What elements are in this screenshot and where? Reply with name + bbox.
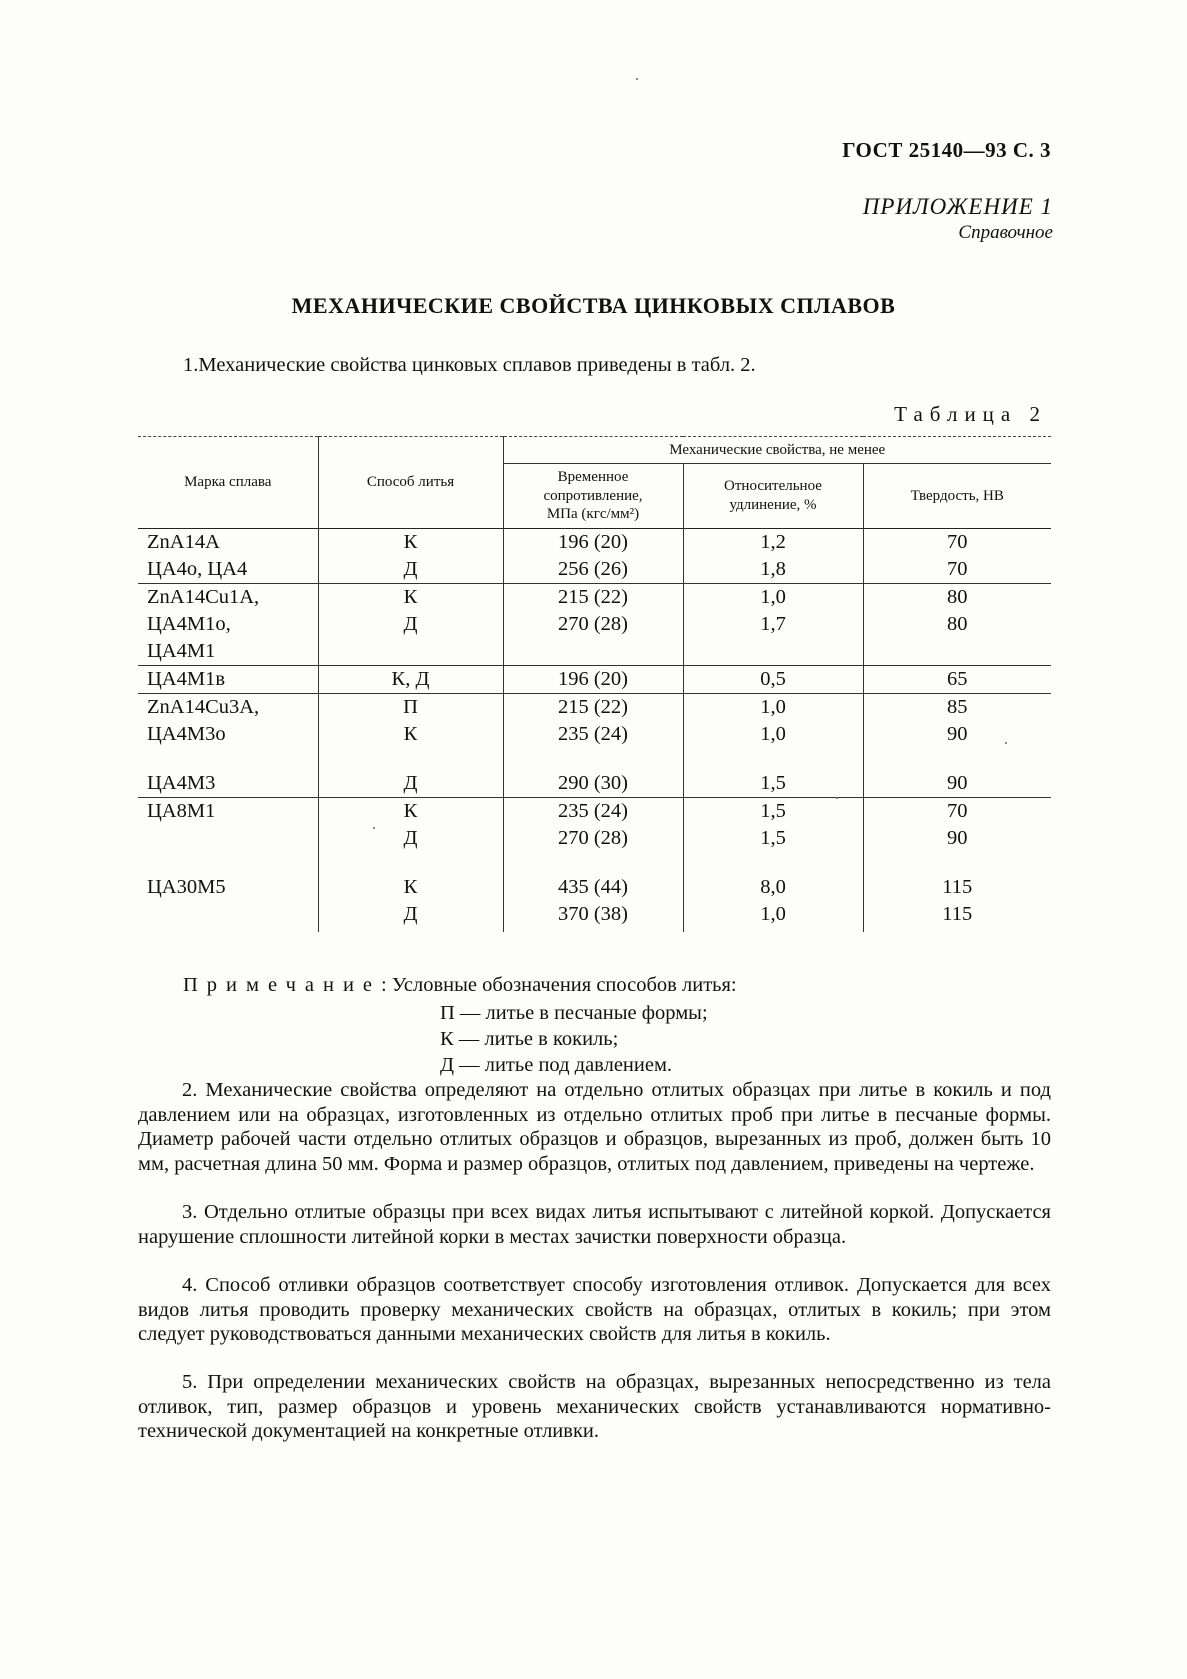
grade-cell bbox=[138, 694, 318, 798]
elongation-cell bbox=[683, 798, 863, 933]
header-tensile bbox=[503, 464, 683, 529]
row-gap bbox=[147, 748, 318, 770]
method-cell bbox=[318, 666, 503, 694]
paragraph-2: 2. Механические свойства определяют на отдельно отлитых образцах при литье в кокиль и под давлением или на образцах, изготовленных из отдельно отлитых проб при литье в песчаные формы. Диаметр рабочей части отдельно отлитых образцов и образцов, вырезанных из проб, должен быть 10 мм, расчетная длина 50 мм. Форма и размер образцов, отлитых под давлением, приведены на чертеже. bbox=[138, 1079, 1051, 1175]
elongation-value: 1,2 bbox=[760, 531, 786, 553]
appendix-subtitle: Справочное bbox=[958, 222, 1053, 243]
grade-name: ЦА30М5 bbox=[147, 876, 226, 898]
tensile-value: 270 (28) bbox=[557, 827, 629, 849]
tensile-cell bbox=[503, 666, 683, 694]
grade-name: ЦА4М1в bbox=[147, 668, 226, 690]
tensile-value: 235 (24) bbox=[557, 800, 629, 822]
method-value: К, Д bbox=[391, 668, 430, 690]
grade-cell bbox=[138, 798, 318, 933]
grade-name: ZnA14Cu3A, bbox=[147, 696, 260, 718]
header-method: Способ литья bbox=[318, 437, 503, 529]
grade-spacer bbox=[147, 825, 318, 852]
intro-paragraph: 1.Механические свойства цинковых сплавов приведены в табл. 2. bbox=[183, 354, 756, 376]
grade-cell bbox=[138, 666, 318, 694]
row-gap bbox=[684, 748, 863, 770]
grade-name: ЦА4о, ЦА4 bbox=[147, 558, 248, 580]
header-elongation bbox=[683, 464, 863, 529]
tensile-value: 215 (22) bbox=[557, 696, 629, 718]
paragraph-4: 4. Способ отливки образцов соответствует способу изготовления отливок. Допускается для всех видов литья проводить проверку механических свойств на образцах, отлитых в кокиль; при этом следует руководствоваться данными механических свойств для литья в кокиль. bbox=[138, 1274, 1051, 1345]
table-row bbox=[138, 666, 1051, 694]
note-item: П — литье в песчаные формы; bbox=[440, 1002, 708, 1024]
hardness-cell bbox=[863, 798, 1051, 933]
table-row bbox=[138, 529, 1051, 584]
grade-cell bbox=[138, 584, 318, 666]
table-caption: Таблица 2 bbox=[894, 402, 1047, 426]
hardness-cell bbox=[863, 666, 1051, 694]
hardness-value: 70 bbox=[947, 558, 968, 580]
grade-name: ЦА4М3о bbox=[147, 723, 226, 745]
hardness-value: 90 bbox=[947, 772, 968, 794]
method-value: К bbox=[403, 586, 418, 608]
method-value: П bbox=[403, 696, 418, 718]
header-mech-group: Механические свойства, не менее bbox=[503, 437, 1051, 464]
grade-name: ЦА4М1о, bbox=[147, 613, 231, 635]
row-gap bbox=[319, 748, 503, 770]
elongation-value: 1,0 bbox=[760, 586, 786, 608]
grade-name: ЦА4М1 bbox=[147, 640, 216, 662]
hardness-value: 65 bbox=[947, 668, 968, 690]
scan-speck bbox=[836, 797, 838, 799]
hardness-value: 85 bbox=[947, 696, 968, 718]
elongation-value: 0,5 bbox=[760, 668, 786, 690]
tensile-value: 215 (22) bbox=[557, 586, 629, 608]
grade-name: ЦА4М3 bbox=[147, 772, 216, 794]
tensile-cell bbox=[503, 798, 683, 933]
elongation-value: 1,7 bbox=[760, 613, 786, 635]
scan-speck bbox=[373, 827, 375, 829]
method-value: К bbox=[403, 723, 418, 745]
tensile-cell bbox=[503, 529, 683, 584]
tensile-value: 235 (24) bbox=[557, 723, 629, 745]
method-cell bbox=[318, 694, 503, 798]
elongation-value: 1,5 bbox=[760, 827, 786, 849]
hardness-value: 115 bbox=[942, 903, 973, 925]
elongation-value: 1,0 bbox=[760, 696, 786, 718]
page-header: ГОСТ 25140—93 С. 3 bbox=[842, 138, 1051, 162]
table-row bbox=[138, 694, 1051, 798]
hardness-value: 90 bbox=[947, 827, 968, 849]
elongation-value: 1,5 bbox=[760, 800, 786, 822]
tensile-value: 256 (26) bbox=[557, 558, 629, 580]
method-value: К bbox=[403, 800, 418, 822]
hardness-value: 115 bbox=[942, 876, 973, 898]
row-gap bbox=[504, 748, 683, 770]
grade-name: ЦА8М1 bbox=[147, 800, 216, 822]
grade-cell bbox=[138, 529, 318, 584]
method-value: К bbox=[403, 531, 418, 553]
row-gap bbox=[319, 852, 503, 874]
note-text: : Условные обозначения способов литья: bbox=[381, 974, 737, 996]
method-value: Д bbox=[403, 827, 418, 849]
row-gap bbox=[864, 852, 1052, 874]
method-cell bbox=[318, 529, 503, 584]
elongation-cell bbox=[683, 584, 863, 666]
hardness-value: 80 bbox=[947, 586, 968, 608]
method-cell bbox=[318, 798, 503, 933]
header-tensile-line: сопротивление, bbox=[543, 487, 643, 504]
method-value: Д bbox=[403, 613, 418, 635]
method-value: Д bbox=[403, 558, 418, 580]
appendix-title: ПРИЛОЖЕНИЕ 1 bbox=[862, 194, 1053, 219]
row-gap bbox=[684, 852, 863, 874]
tensile-value: 290 (30) bbox=[557, 772, 629, 794]
hardness-cell bbox=[863, 694, 1051, 798]
elongation-value: 1,8 bbox=[760, 558, 786, 580]
document-title: МЕХАНИЧЕСКИЕ СВОЙСТВА ЦИНКОВЫХ СПЛАВОВ bbox=[291, 293, 896, 318]
note-item: К — литье в кокиль; bbox=[440, 1028, 619, 1050]
properties-table bbox=[138, 436, 1051, 932]
elongation-value: 1,0 bbox=[760, 723, 786, 745]
header-tensile-line: МПа (кгс/мм²) bbox=[546, 506, 640, 523]
header-elongation-line: Относительное bbox=[724, 478, 822, 495]
hardness-cell bbox=[863, 584, 1051, 666]
hardness-value: 90 bbox=[947, 723, 968, 745]
header-tensile-line: Временное bbox=[557, 468, 629, 485]
note-item: Д — литье под давлением. bbox=[440, 1054, 673, 1076]
grade-name: ZnA14Cu1A, bbox=[147, 586, 260, 608]
hardness-value: 70 bbox=[947, 531, 968, 553]
elongation-value: 8,0 bbox=[760, 876, 786, 898]
hardness-value: 80 bbox=[947, 613, 968, 635]
method-value: К bbox=[403, 876, 418, 898]
paragraph-5: 5. При определении механических свойств на образцах, вырезанных непосредственно из тела отливок, тип, размер образцов и уровень механических свойств устанавливаются нормативно-технической документацией на конкретные отливки. bbox=[138, 1371, 1051, 1442]
method-value: Д bbox=[403, 772, 418, 794]
hardness-cell bbox=[863, 529, 1051, 584]
paragraph-3: 3. Отдельно отлитые образцы при всех видах литья испытывают с литейной коркой. Допускается нарушение сплошности литейной корки в местах зачистки поверхности образца. bbox=[138, 1201, 1051, 1248]
note-label: Примечание bbox=[183, 974, 382, 996]
method-cell bbox=[318, 584, 503, 666]
row-gap bbox=[864, 748, 1052, 770]
method-value: Д bbox=[403, 903, 418, 925]
scan-speck bbox=[1005, 742, 1007, 744]
elongation-value: 1,0 bbox=[760, 903, 786, 925]
elongation-cell bbox=[683, 666, 863, 694]
tensile-value: 370 (38) bbox=[557, 903, 629, 925]
hardness-value: 70 bbox=[947, 800, 968, 822]
header-elongation-line: удлинение, % bbox=[729, 497, 817, 513]
tensile-cell bbox=[503, 694, 683, 798]
header-hardness: Твердость, НВ bbox=[863, 464, 1051, 529]
note-heading bbox=[183, 974, 737, 997]
table-row bbox=[138, 798, 1051, 933]
grade-name: ZnA14A bbox=[147, 531, 220, 553]
row-gap bbox=[147, 852, 318, 874]
table-row bbox=[138, 584, 1051, 666]
scan-speck bbox=[636, 78, 638, 80]
elongation-cell bbox=[683, 529, 863, 584]
header-grade: Марка сплава bbox=[138, 437, 318, 529]
tensile-cell bbox=[503, 584, 683, 666]
tensile-value: 196 (20) bbox=[557, 668, 629, 690]
tensile-value: 196 (20) bbox=[557, 531, 629, 553]
row-gap bbox=[504, 852, 683, 874]
elongation-cell bbox=[683, 694, 863, 798]
tensile-value: 270 (28) bbox=[557, 613, 629, 635]
tensile-value: 435 (44) bbox=[557, 876, 629, 898]
elongation-value: 1,5 bbox=[760, 772, 786, 794]
